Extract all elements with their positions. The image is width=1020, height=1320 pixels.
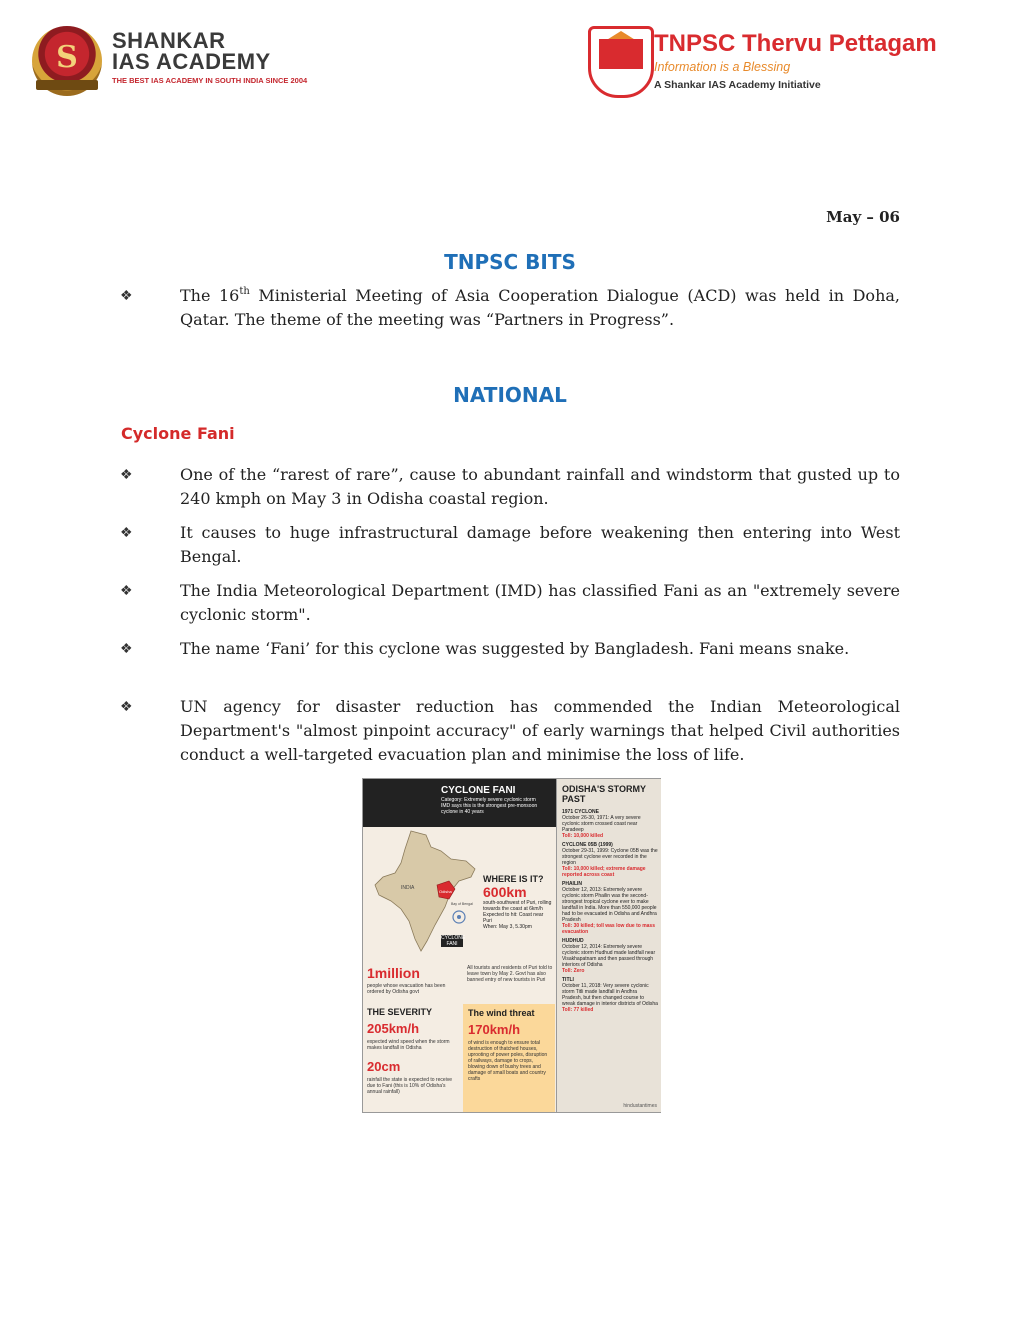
bullet-text: The name ‘Fani’ for this cyclone was suggested by Bangladesh. Fani means snake. [180,639,850,658]
national-bullet-2 [120,521,900,569]
cyclone-fani-subheading: Cyclone Fani [121,424,235,443]
past-entry-toll: Toll: 30 killed; toll was low due to mass evacuation [562,923,655,935]
wind-title: The wind threat [468,1008,535,1018]
where-distance: 600km [483,884,527,900]
past-entry [562,809,658,839]
past-entry-name: TITLI [562,977,574,983]
severity-text: expected wind speed when the storm makes landfall in Odisha [367,1039,450,1051]
past-entry-text: October 29-31, 1999: Cyclone 05B was the strongest cyclone ever recorded in the region [562,848,658,866]
map-label-india: INDIA [401,885,415,891]
expected-hit: Expected to hit: Coast near Puri [483,912,544,924]
tnpsc-title: TNPSC Thervu Pettagam [654,30,937,57]
category-text: Category: Extremely severe cyclonic storm [441,797,536,803]
bullet-text-pre: The 16 [180,286,240,305]
severity-speed: 205km/h [367,1021,420,1036]
past-entry [562,881,658,935]
infographic-title: CYCLONE FANI [441,785,516,796]
page-header [0,20,1020,110]
tourist-text: All tourists and residents of Puri told to leave town by May 2. Govt has also banned entry of new tourists in Puri [467,965,553,983]
shield-inner [599,39,643,69]
past-entry-text: October 12, 2013: Extremely severe cyclonic storm Phailin was the second-strongest tropical cyclone ever to make landfall in India. More than 550,000 people had to be evacuated in Odisha and Andhra Pradesh [562,887,657,923]
where-text: south-southwest of Puri, rolling towards the coast at 6km/h [483,900,552,912]
national-bullet-3 [120,579,900,627]
severity-title: THE SEVERITY [367,1007,433,1017]
diamond-bullet-icon: ❖ [120,288,133,304]
tnpsc-thervu-pettagam-logo [588,26,988,98]
academy-name-line2: IAS ACADEMY [112,49,271,74]
where-title: WHERE IS IT? [483,874,544,884]
bullet-text [180,284,900,332]
diamond-bullet-icon: ❖ [120,641,133,657]
past-entry-toll: Toll: 10,000 killed [562,833,604,839]
map-label-bay: Bay of Bengal [451,902,473,906]
landfall-time: When: May 3, 5.30pm [483,924,532,930]
tnpsc-initiative: A Shankar IAS Academy Initiative [654,79,821,91]
evacuation-number: 1million [367,965,420,981]
stormy-past-list [562,809,658,1013]
stormy-past-panel [556,779,661,1112]
past-entry-toll: Toll: Zero [562,968,585,974]
bullet-text: One of the “rarest of rare”, cause to abundant rainfall and windstorm that gusted up to 240 kmph on May 3 in Odisha coastal region. [180,465,900,508]
where-is-it-block [483,874,553,930]
academy-tagline: THE BEST IAS ACADEMY IN SOUTH INDIA SINCE 2004 [112,76,308,85]
academy-name-line1: SHANKAR [112,28,226,53]
diamond-bullet-icon: ❖ [120,467,133,483]
wind-speed: 170km/h [468,1022,521,1037]
past-entry-text: October 11, 2018: Very severe cyclonic storm Titli made landfall in Andhra Pradesh, but then changed course to wreak damage in interior districts of Odisha [562,983,658,1007]
past-entry-name: CYCLONE 05B (1999) [562,842,613,848]
wind-threat-box [463,1004,555,1112]
map-cyclone-label: CYCLONE FANI [441,935,466,947]
rain-amount: 20cm [367,1059,401,1074]
past-entry [562,977,658,1013]
shankar-ias-logo [32,26,312,98]
imd-note: IMD says this is the strongest pre-monsoon cyclone in 40 years [441,803,538,815]
seal-letter: S [56,40,78,75]
national-bullet-1 [120,463,900,511]
temple-shield-icon [588,26,654,98]
past-entry-toll: Toll: 77 killed [562,1007,594,1013]
diamond-bullet-icon: ❖ [120,525,133,541]
past-entry-name: HUDHUD [562,938,584,944]
past-entry-name: 1971 CYCLONE [562,809,599,815]
bullet-text: The India Meteorological Department (IMD) has classified Fani as an "extremely severe cyclonic storm". [180,581,900,624]
stormy-past-title: ODISHA'S STORMY PAST [562,784,646,804]
national-bullet-5 [120,695,900,767]
diamond-bullet-icon: ❖ [120,583,133,599]
past-entry [562,938,658,974]
past-entry-text: October 12, 2014: Extremely severe cyclonic storm Hudhud made landfall near Visakhapatnam and then passed through interiors of Odisha [562,944,656,968]
bullet-text: It causes to huge infrastructural damage before weakening then entering into West Bengal. [180,523,900,566]
infographic-main-panel [363,779,556,1112]
infographic-category [441,797,551,815]
tnpsc-tagline: Information is a Blessing [654,60,791,74]
bullet-text-post: Ministerial Meeting of Asia Cooperation Dialogue (ACD) was held in Doha, Qatar. The theme of the meeting was “Partners in Progress”. [180,286,900,329]
issue-date: May – 06 [826,208,900,226]
past-entry-toll: Toll: 10,000 killed; extreme damage reported across coast [562,866,646,878]
academy-name [112,30,271,72]
past-entry-name: PHAILIN [562,881,582,887]
infographic-credit: hindustantimes [623,1103,657,1109]
tnpsc-bits-heading: TNPSC BITS [444,250,576,274]
national-bullet-4 [120,637,900,661]
evacuation-text: people whose evacuation has been ordered by Odisha govt [367,983,446,995]
ordinal-suffix: th [239,286,250,297]
diamond-bullet-icon: ❖ [120,699,133,715]
wind-text: of wind is enough to ensure total destruction of thatched houses, uprooting of power poles, disruption of railways, damage to crops, blowing down of bushy trees and damage of small boats and country crafts [468,1040,548,1082]
tnpsc-bits-bullet [120,284,900,332]
seal-ribbon [36,80,98,90]
cyclone-fani-infographic [362,778,661,1113]
rain-text: rainfall the state is expected to receive due to Fani (this is 10% of Odisha's annual rainfall) [367,1077,453,1095]
national-heading: NATIONAL [453,383,567,407]
past-entry-text: October 26-30, 1971: A very severe cyclonic storm crossed coast near Paradeep [562,815,641,833]
bullet-text: UN agency for disaster reduction has commended the Indian Meteorological Department's "almost pinpoint accuracy" of early warnings that helped Civil authorities conduct a well-targeted evacuation plan and minimise the loss of life. [180,697,900,764]
past-entry [562,842,658,878]
map-label-odisha: Odisha [439,889,452,894]
